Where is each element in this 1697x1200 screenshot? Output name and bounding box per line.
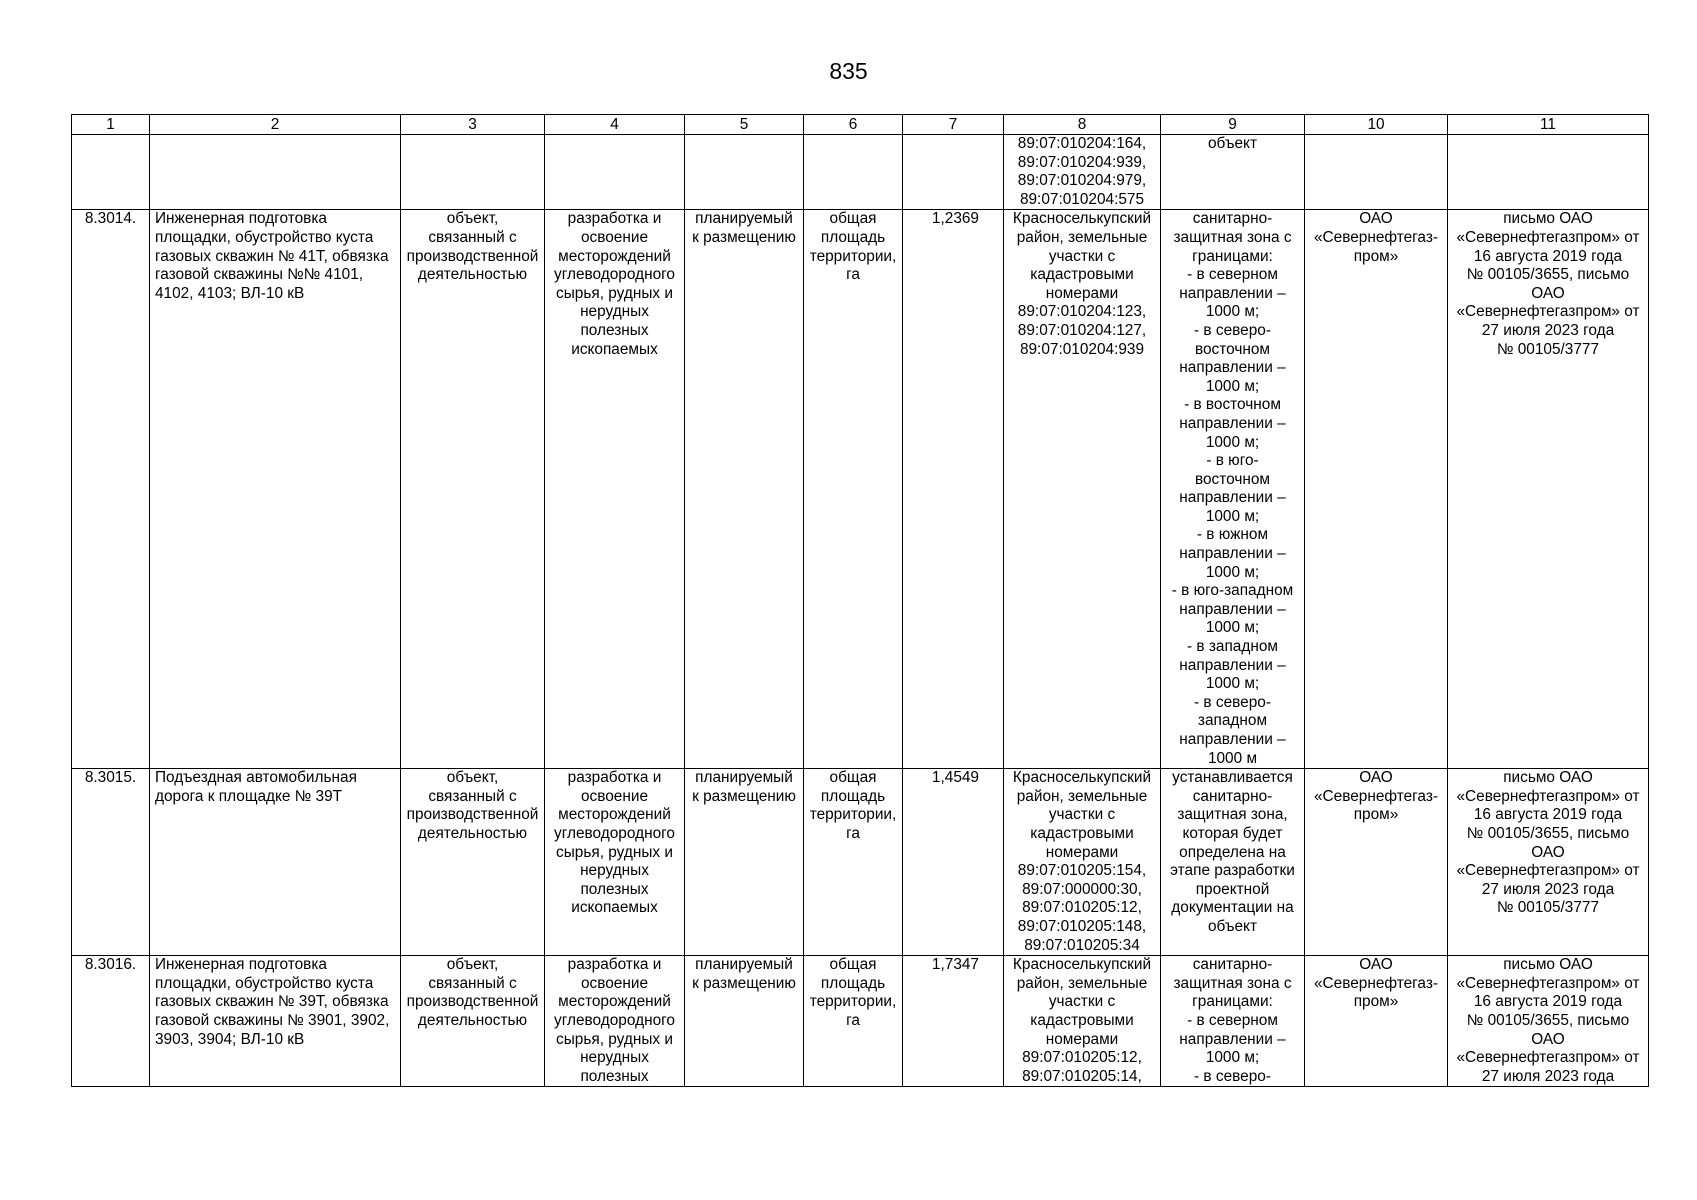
area-value-cell: 1,4549 [903, 769, 1004, 956]
table-row [72, 769, 1649, 956]
column-number: 8 [1004, 115, 1161, 135]
column-number: 11 [1448, 115, 1649, 135]
location-cell: 89:07:010204:164, 89:07:010204:939, 89:07:010204:979, 89:07:010204:575 [1004, 135, 1161, 210]
purpose-cell [545, 135, 685, 210]
purpose-cell: разработка и освоение месторождений углеводородного сырья, рудных и нерудных полезных ископаемых [545, 210, 685, 769]
source-document-cell: письмо ОАО «Севернефтегазпром» от 16 августа 2019 года № 00105/3655, письмо ОАО «Севернефтегазпром» от 27 июля 2023 года № 00105/3777 [1448, 769, 1649, 956]
location-cell: Красноселькупский район, земельные участки с кадастровыми номерами 89:07:010205:12, 89:07:010205:14, [1004, 956, 1161, 1087]
characteristic-cell: общая площадь территории, га [804, 769, 903, 956]
zone-cell: санитарно- защитная зона с границами: - в северном направлении – 1000 м; - в северо- восточном направлении – 1000 м; - в восточном направлении – 1000 м; - в юго- восточном направлении – 1000 м; - в южном направлении – 1000 м; - в юго-западном направлении – 1000 м; - в западном направлении – 1000 м; - в северо- западном направлении – 1000 м [1161, 210, 1305, 769]
status-cell: планируемый к размещению [685, 956, 804, 1087]
zone-cell: санитарно- защитная зона с границами: - в северном направлении – 1000 м; - в северо- [1161, 956, 1305, 1087]
column-number: 9 [1161, 115, 1305, 135]
purpose-cell: разработка и освоение месторождений углеводородного сырья, рудных и нерудных полезных [545, 956, 685, 1087]
register-table [71, 114, 1649, 1087]
object-type-cell: объект, связанный с производственной деятельностью [401, 769, 545, 956]
column-number: 7 [903, 115, 1004, 135]
column-number: 2 [150, 115, 401, 135]
organization-cell: ОАО «Севернефтегаз- пром» [1305, 769, 1448, 956]
row-number-cell: 8.3015. [72, 769, 150, 956]
organization-cell [1305, 135, 1448, 210]
source-document-cell [1448, 135, 1649, 210]
status-cell: планируемый к размещению [685, 210, 804, 769]
characteristic-cell [804, 135, 903, 210]
characteristic-cell: общая площадь территории, га [804, 956, 903, 1087]
organization-cell: ОАО «Севернефтегаз- пром» [1305, 210, 1448, 769]
column-number: 3 [401, 115, 545, 135]
table-row [72, 210, 1649, 769]
row-number-cell: 8.3016. [72, 956, 150, 1087]
source-document-cell: письмо ОАО «Севернефтегазпром» от 16 августа 2019 года № 00105/3655, письмо ОАО «Севернефтегазпром» от 27 июля 2023 года № 00105/3777 [1448, 210, 1649, 769]
location-cell: Красноселькупский район, земельные участки с кадастровыми номерами 89:07:010205:154, 89:07:000000:30, 89:07:010205:12, 89:07:010205:148, 89:07:010205:34 [1004, 769, 1161, 956]
row-number-cell: 8.3014. [72, 210, 150, 769]
object-type-cell [401, 135, 545, 210]
object-name-cell: Инженерная подготовка площадки, обустройство куста газовых скважин № 41Т, обвязка газовой скважины №№ 4101, 4102, 4103; ВЛ-10 кВ [150, 210, 401, 769]
area-value-cell: 1,2369 [903, 210, 1004, 769]
column-number: 4 [545, 115, 685, 135]
location-cell: Красноселькупский район, земельные участки с кадастровыми номерами 89:07:010204:123, 89:07:010204:127, 89:07:010204:939 [1004, 210, 1161, 769]
table-row [72, 135, 1649, 210]
column-number: 5 [685, 115, 804, 135]
column-number: 1 [72, 115, 150, 135]
column-number: 10 [1305, 115, 1448, 135]
object-type-cell: объект, связанный с производственной деятельностью [401, 210, 545, 769]
zone-cell: объект [1161, 135, 1305, 210]
status-cell [685, 135, 804, 210]
characteristic-cell: общая площадь территории, га [804, 210, 903, 769]
page-number: 835 [829, 58, 868, 84]
zone-cell: устанавливается санитарно- защитная зона, которая будет определена на этапе разработки проектной документации на объект [1161, 769, 1305, 956]
area-value-cell: 1,7347 [903, 956, 1004, 1087]
purpose-cell: разработка и освоение месторождений углеводородного сырья, рудных и нерудных полезных ископаемых [545, 769, 685, 956]
object-name-cell [150, 135, 401, 210]
organization-cell: ОАО «Севернефтегаз- пром» [1305, 956, 1448, 1087]
area-value-cell [903, 135, 1004, 210]
row-number-cell [72, 135, 150, 210]
table-row [72, 956, 1649, 1087]
object-type-cell: объект, связанный с производственной деятельностью [401, 956, 545, 1087]
object-name-cell: Инженерная подготовка площадки, обустройство куста газовых скважин № 39Т, обвязка газовой скважины № 3901, 3902, 3903, 3904; ВЛ-10 кВ [150, 956, 401, 1087]
source-document-cell: письмо ОАО «Севернефтегазпром» от 16 августа 2019 года № 00105/3655, письмо ОАО «Севернефтегазпром» от 27 июля 2023 года [1448, 956, 1649, 1087]
status-cell: планируемый к размещению [685, 769, 804, 956]
column-number: 6 [804, 115, 903, 135]
object-name-cell: Подъездная автомобильная дорога к площадке № 39Т [150, 769, 401, 956]
column-number-row [72, 115, 1649, 135]
